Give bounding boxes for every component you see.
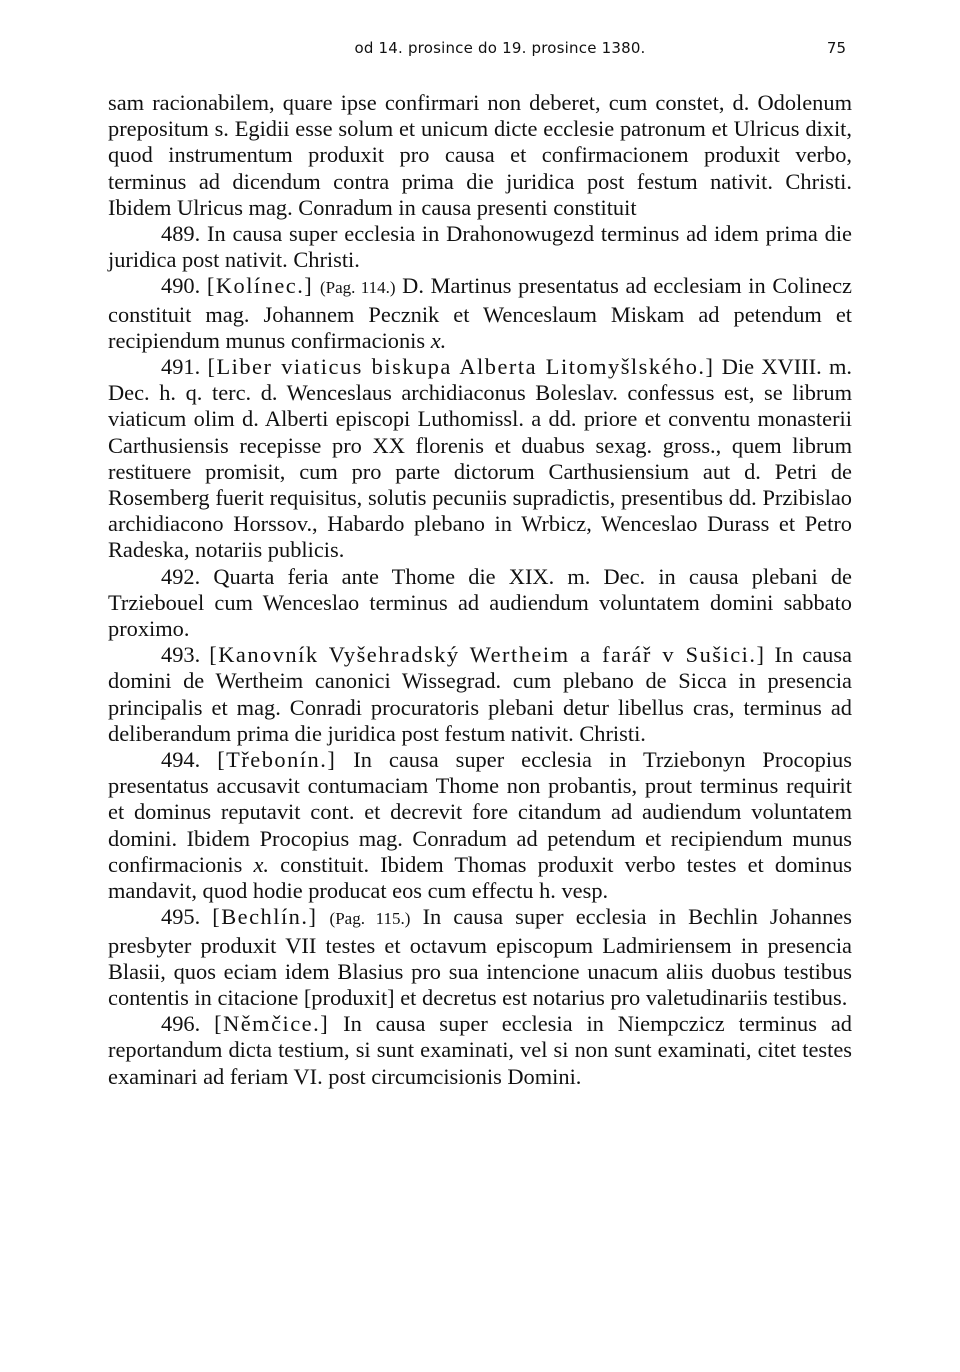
- pagination-note: (Pag. 114.): [319, 278, 396, 298]
- abbreviation-mark: x.: [430, 327, 447, 353]
- abbreviation-mark: x.: [253, 851, 269, 877]
- entry-496: [108, 1011, 852, 1090]
- paragraph-continuation: [108, 90, 852, 221]
- entry-text: Die XVIII. m. Dec. h. q. terc. d. Wenceslaus archidiaconus Boleslav. confessus est, se librum viaticum olim d. Alberti episcopi Luthomissl. a dd. priore et conventu monasterii Carthusiensis recepisse pro XX florenis et duabus sexag. gross., quem librum restituere promisit, cum pro parte dictorum Carthusiensium aut d. Petri de Rosemberg fuerit requisitus, solutis pecuniis supradictis, presentibus dd. Przibislao archidiacono Horssov., Habardo plebano in Wrbicz, Wenceslao Durass et Petro Radeska, notariis publicis.: [108, 354, 852, 563]
- entry-text: Quarta feria ante Thome die XIX. m. Dec. in causa plebani de Trziebouel cum Wenceslao terminus ad audiendum voluntatem domini sabbato proximo.: [108, 563, 852, 642]
- entry-number: 492.: [161, 563, 201, 589]
- entry-heading: [Třebonín.]: [217, 747, 337, 773]
- entry-number: 491.: [161, 354, 201, 380]
- entry-489: [108, 221, 852, 273]
- pagination-note: (Pag. 115.): [329, 909, 411, 929]
- entry-494: [108, 747, 852, 904]
- entry-number: 494.: [161, 747, 201, 773]
- page-body: [108, 90, 852, 1090]
- entry-text: D. Martinus presentatus ad ecclesiam in Colinecz constituit mag. Johannem Pecznik et Wenceslaum Miskam ad petendum et recipiendum munus confirmacionis: [108, 273, 852, 353]
- entry-number: 489.: [161, 221, 201, 247]
- entry-text: sam racionabilem, quare ipse confirmari non deberet, cum constet, d. Odolenum prepositum s. Egidii esse solum et unicum dicte ecclesie patronum et Ulricus dixit, quod instrumentum produxit pro causa et confirmacionem produxit verbo, terminus ad dicendum contra prima die juridica post festum nativit. Christi. Ibidem Ulricus mag. Conradum in causa presenti constituit: [108, 90, 852, 220]
- entry-text: In causa domini de Wertheim canonici Wissegrad. cum plebano de Sicca in presencia principalis et mag. Conradi procuratoris plebani detur libellus cras, terminus ad deliberandum prima die juridica post festum nativit. Christi.: [108, 642, 852, 746]
- entry-heading: [Kolínec.]: [206, 273, 314, 299]
- running-header: [108, 36, 852, 60]
- entry-493: [108, 642, 852, 747]
- entry-heading: [Němčice.]: [214, 1011, 330, 1037]
- page-header-title: od 14. prosince do 19. prosince 1380.: [354, 39, 646, 57]
- entry-text: In causa super ecclesia in Drahonowugezd terminus ad idem prima die juridica post nativit. Christi.: [108, 221, 852, 273]
- entry-heading: [Kanovník Vyšehradský Wertheim a farář v Sušici.]: [209, 642, 766, 668]
- entry-heading: [Liber viaticus biskupa Alberta Litomyšlského.]: [207, 354, 715, 380]
- entry-text: In causa super ecclesia in Trziebonyn Procopius presentatus accusavit contumaciam Thome non probantis, prout terminus requirit et dominus reputavit cont. et decrevit fore citandum ad audiendum voluntatem domini. Ibidem Procopius mag. Conradum ad petendum et recipiendum munus confirmacionis: [108, 747, 852, 877]
- entry-number: 490.: [161, 273, 201, 299]
- entry-heading: [Bechlín.]: [212, 904, 318, 930]
- entry-number: 495.: [161, 904, 201, 930]
- entry-text-continued: constituit. Ibidem Thomas produxit verbo testes et dominus mandavit, quod hodie producat eos cum effectu h. vesp.: [108, 851, 853, 904]
- entry-490: [108, 273, 852, 354]
- entry-number: 493.: [161, 642, 201, 668]
- entry-text: In causa super ecclesia in Bechlin Johannes presbyter produxit VII testes et octavum episcopum Ladmiriensem in presencia Blasii, quos eciam idem Blasius pro sua intencione unacum aliis duobus testibus contentis in citacione [produxit] et decretus est notarius pro valetudinariis testibus.: [108, 904, 852, 1010]
- page-number: 75: [826, 39, 846, 57]
- entry-number: 496.: [161, 1011, 201, 1037]
- entry-492: [108, 564, 852, 643]
- entry-text: In causa super ecclesia in Niempczicz terminus ad reportandum dicta testium, si sunt examinati, vel si non sunt examinati, citet testes examinari ad feriam VI. post circumcisionis Domini.: [108, 1011, 852, 1089]
- entry-495: [108, 904, 852, 1011]
- entry-491: [108, 354, 852, 564]
